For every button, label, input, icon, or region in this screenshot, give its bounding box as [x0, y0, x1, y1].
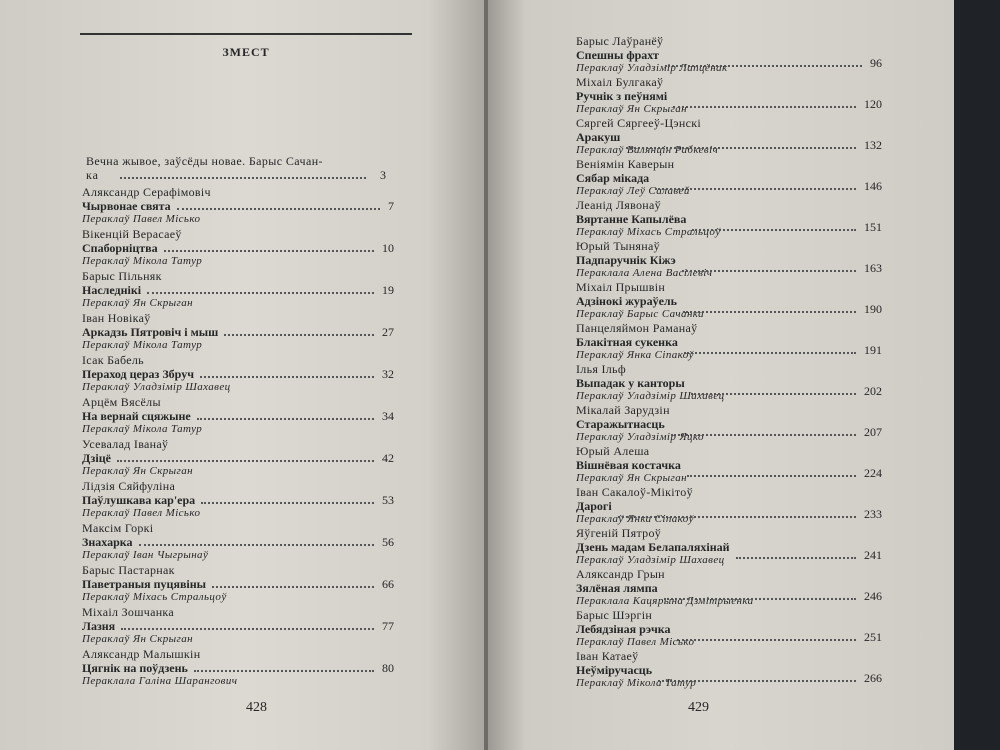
leader-dots: [684, 343, 856, 355]
toc-entry: [82, 227, 394, 271]
entry-author: Ісак Бабель: [82, 353, 144, 367]
leader-dots: [683, 302, 856, 314]
leader-dots: [682, 261, 856, 273]
entry-translator: Пераклаў Ян Скрыган: [576, 103, 687, 115]
entry-translator: Пераклаў Янка Сіпакоў: [576, 349, 694, 361]
entry-author: Барыс Шэргін: [576, 608, 653, 622]
leader-dots: [618, 507, 856, 519]
entry-author: Іван Катаеў: [576, 649, 639, 663]
leader-dots: [224, 325, 374, 337]
entry-translator: Пераклаў Уладзімір Шахавец: [82, 381, 231, 393]
page-number: 120: [864, 97, 882, 111]
left-page: [0, 0, 486, 750]
entry-author: Максім Горкі: [82, 521, 154, 535]
leader-dots: [691, 384, 856, 396]
entry-translator: Пераклаў Міхась Стральцоў: [82, 591, 227, 603]
intro-title-line2: ка: [86, 168, 99, 182]
entry-author: Іван Сакалоў-Мікітоў: [576, 485, 693, 499]
leader-dots: [117, 451, 374, 463]
entry-author: Арцём Вясёлы: [82, 395, 161, 409]
toc-entry: [576, 608, 882, 652]
toc-entry: [576, 75, 882, 119]
toc-entry: [82, 395, 394, 439]
entry-translator: Пераклаў Ян Скрыган: [82, 297, 193, 309]
entry-translator: Пераклаў Уладзімір Шахавец: [576, 554, 725, 566]
toc-entry: [82, 521, 394, 565]
leader-dots: [664, 589, 856, 601]
page-folio: 428: [246, 700, 267, 715]
entry-work-title: Адзінокі жураўель: [576, 294, 677, 308]
toc-entry: [82, 479, 394, 523]
page-number: 202: [864, 384, 882, 398]
entry-work-title: Пераход цераз Збруч: [82, 367, 194, 381]
toc-entry: [82, 437, 394, 481]
leader-dots: [687, 466, 856, 478]
toc-entry: [82, 563, 394, 607]
toc-entry: [576, 34, 882, 78]
entry-translator: Пераклаў Мікола Татур: [82, 423, 203, 435]
entry-author: Аляксандр Грын: [576, 567, 665, 581]
entry-translator: Пераклаў Валянцін Рабкевіч: [576, 144, 719, 156]
entry-translator: Пераклаў Уладзімір Яцко: [576, 431, 704, 443]
toc-entry: [576, 526, 882, 570]
entry-work-title: Аркадзь Пятровіч і мыш: [82, 325, 219, 339]
entry-author: Леанід Лявонаў: [576, 198, 661, 212]
entry-work-title: Чырвонае свята: [82, 199, 171, 213]
entry-translator: Пераклаў Ян Скрыган: [82, 633, 193, 645]
entry-translator: Пераклаў Уладзімір Шахавец: [576, 390, 725, 402]
entry-author: Міхаіл Прышвін: [576, 280, 666, 294]
page-number: 27: [382, 325, 394, 339]
entry-author: Юрый Тынянаў: [576, 239, 660, 253]
entry-author: Аляксандр Малышкін: [82, 647, 201, 661]
entry-author: Яўгеній Пятроў: [576, 526, 662, 540]
page-number: 42: [382, 451, 394, 465]
page-number: 53: [382, 493, 394, 507]
entry-author: Панцеляймон Раманаў: [576, 321, 698, 335]
page-number: 266: [864, 671, 882, 685]
toc-entry: [576, 116, 882, 160]
toc-entry: [576, 444, 882, 488]
page-number: 146: [864, 179, 882, 193]
entry-author: Барыс Пастарнак: [82, 563, 175, 577]
leader-dots: [164, 241, 374, 253]
entry-work-title: Паветраныя пуцявіны: [82, 577, 207, 591]
page-number: 207: [864, 425, 882, 439]
entry-author: Лідзія Сяйфуліна: [82, 479, 176, 493]
toc-entry: [576, 198, 882, 242]
toc-entry: [576, 362, 882, 406]
entry-work-title: Паўлушкава кар'ера: [82, 493, 196, 507]
toc-entry: [82, 269, 394, 313]
leader-dots: [147, 283, 374, 295]
entry-author: Барыс Пільняк: [82, 269, 162, 283]
entry-work-title: Лебядзіная рэчка: [576, 622, 671, 636]
entry-translator: Пераклала Кацярына Дзмітрыенка: [576, 595, 754, 607]
leader-dots: [212, 577, 374, 589]
entry-author: Сяргей Сяргееў-Цэнскі: [576, 116, 701, 130]
page-number: 3: [380, 168, 386, 182]
entry-translator: Пераклаў Міхась Стральцоў: [576, 226, 721, 238]
intro-title-line1: Вечна жывое, заўсёды новае. Барыс Сачан-: [86, 154, 323, 168]
entry-translator: Пераклала Алена Васілевіч: [576, 267, 713, 279]
entry-author: Міхаіл Булгакаў: [576, 75, 664, 89]
page-number: 80: [382, 661, 394, 675]
entry-work-title: Неўміручасць: [576, 663, 653, 677]
entry-translator: Пераклаў Мікола Татур: [82, 255, 203, 267]
toc-entry: [576, 280, 882, 324]
entry-translator: Пераклаў Павел Місько: [82, 507, 201, 519]
contents-heading: ЗМЕСТ: [222, 45, 270, 59]
toc-entry: [576, 403, 882, 447]
entry-work-title: Лазня: [82, 619, 116, 633]
entry-work-title: Дзень мадам Белапаляхінай: [576, 540, 730, 554]
leader-dots: [692, 220, 856, 232]
entry-translator: Пераклаў Ян Скрыган: [576, 472, 687, 484]
entry-translator: Пераклаў Барыс Сачанка: [576, 308, 704, 320]
entry-author: Ілья Ільф: [576, 362, 626, 376]
entry-translator: Пераклала Галіна Шарангович: [82, 675, 238, 687]
entry-translator: Пераклаў Іван Чыгрынаў: [82, 549, 209, 561]
page-number: 233: [864, 507, 882, 521]
entry-work-title: Падпаручнік Кіжэ: [576, 253, 676, 267]
entry-work-title: На вернай сцяжыне: [82, 409, 191, 423]
leader-dots: [671, 425, 856, 437]
entry-author: Вікенцій Верасаеў: [82, 227, 182, 241]
entry-work-title: Выпадак у канторы: [576, 376, 685, 390]
entry-work-title: Аракуш: [576, 130, 621, 144]
toc-entry: [82, 185, 394, 229]
page-number: 241: [864, 548, 882, 562]
entry-translator: Пераклаў Ян Скрыган: [82, 465, 193, 477]
toc-entry: [576, 321, 882, 365]
entry-work-title: Вішнёвая костачка: [576, 458, 681, 472]
leader-dots: [673, 97, 856, 109]
entry-translator: Пераклаў Павел Місько: [82, 213, 201, 225]
entry-author: Аляксандр Серафімовіч: [82, 185, 211, 199]
toc-entry: [82, 353, 394, 397]
entry-author: Усевалад Іванаў: [82, 437, 169, 451]
leader-dots: [139, 535, 374, 547]
toc-entry: [576, 649, 882, 693]
leader-dots: [200, 367, 374, 379]
page-number: 19: [382, 283, 394, 297]
right-page: [488, 0, 954, 750]
top-rule: [80, 33, 412, 35]
entry-translator: Пераклаў Мікола Татур: [82, 339, 203, 351]
entry-work-title: Наследнікі: [82, 283, 142, 297]
toc-entry: [82, 311, 394, 355]
page-number: 191: [864, 343, 882, 357]
page-number: 32: [382, 367, 394, 381]
entry-work-title: Знахарка: [82, 535, 133, 549]
toc-entry: [576, 567, 882, 611]
toc-entry: [82, 605, 394, 649]
entry-translator: Пераклаў Леў Салавей: [576, 185, 690, 197]
entry-work-title: Вяртанне Капылёва: [576, 212, 687, 226]
entry-work-title: Старажытнасць: [576, 417, 665, 431]
leader-dots: [197, 409, 374, 421]
entry-work-title: Дзіцё: [82, 451, 111, 465]
entry-work-title: Спаборніцтва: [82, 241, 158, 255]
page-number: 246: [864, 589, 882, 603]
entry-author: Мікалай Зарудзін: [576, 403, 670, 417]
toc-entry: [82, 647, 394, 691]
entry-work-title: Дарогі: [576, 499, 612, 513]
page-number: 10: [382, 241, 394, 255]
leader-dots: [177, 199, 380, 211]
entry-work-title: Ручнік з пеўнямі: [576, 89, 668, 103]
leader-dots: [655, 179, 856, 191]
page-number: 66: [382, 577, 394, 591]
leader-dots: [665, 56, 862, 68]
entry-author: Веніямін Каверын: [576, 157, 675, 171]
entry-author: Юрый Алеша: [576, 444, 650, 458]
entry-work-title: Сябар мікада: [576, 171, 650, 185]
page-folio: 429: [688, 700, 709, 715]
entry-translator: Пераклаў Янка Сіпакоў: [576, 513, 694, 525]
leader-dots: [677, 630, 856, 642]
entry-work-title: Зялёная лямпа: [576, 581, 658, 595]
page-number: 190: [864, 302, 882, 316]
leader-dots: [201, 493, 374, 505]
page-number: 34: [382, 409, 394, 423]
leader-dots: [626, 138, 856, 150]
toc-entry: [576, 239, 882, 283]
entry-author: Іван Новікаў: [82, 311, 151, 325]
entry-work-title: Спешны фрахт: [576, 48, 659, 62]
entry-author: Міхаіл Зошчанка: [82, 605, 175, 619]
entry-translator: Пераклаў Павел Місько: [576, 636, 695, 648]
page-number: 77: [382, 619, 394, 633]
entry-translator: Пераклаў Мікола Татур: [576, 677, 697, 689]
leader-dots: [120, 168, 366, 180]
page-number: 56: [382, 535, 394, 549]
entry-translator: Пераклаў Уладзімір Лапцёнак: [576, 62, 728, 74]
entry-work-title: Блакітная сукенка: [576, 335, 678, 349]
page-number: 224: [864, 466, 882, 480]
leader-dots: [194, 661, 374, 673]
page-number: 251: [864, 630, 882, 644]
entry-work-title: Цягнік на поўдзень: [82, 661, 188, 675]
leader-dots: [736, 548, 856, 560]
entry-author: Барыс Лаўранёў: [576, 34, 664, 48]
page-number: 7: [388, 199, 394, 213]
leader-dots: [658, 671, 856, 683]
page-number: 151: [864, 220, 882, 234]
toc-entry: [576, 485, 882, 529]
leader-dots: [121, 619, 374, 631]
toc-entry: [576, 157, 882, 201]
page-number: 163: [864, 261, 882, 275]
page-number: 132: [864, 138, 882, 152]
page-number: 96: [870, 56, 882, 70]
